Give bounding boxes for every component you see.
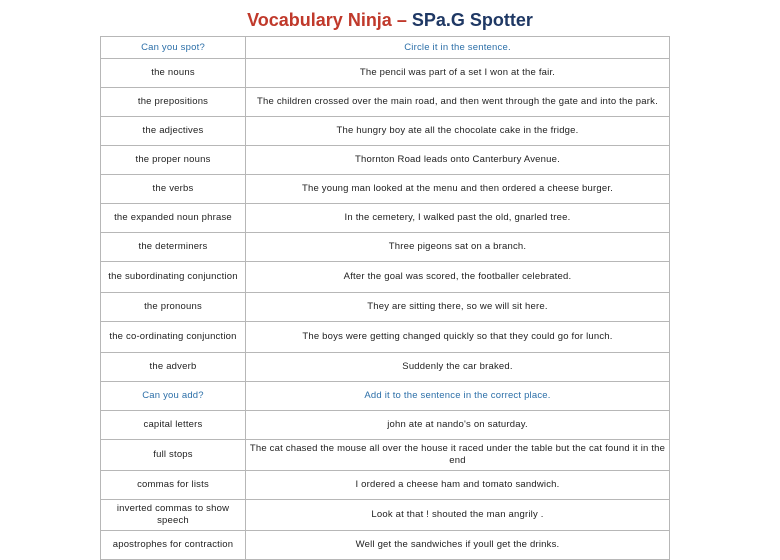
spot-sentence: Three pigeons sat on a branch. xyxy=(246,233,670,262)
add-sentence: john ate at nando's on saturday. xyxy=(246,411,670,440)
spot-sentence: The boys were getting changed quickly so that they could go for lunch. xyxy=(246,322,670,353)
add-term: full stops xyxy=(101,440,246,471)
spot-sentence: Thornton Road leads onto Canterbury Avenue. xyxy=(246,146,670,175)
spot-term: the adjectives xyxy=(101,117,246,146)
spot-term: the expanded noun phrase xyxy=(101,204,246,233)
add-header-term: Can you add? xyxy=(101,382,246,411)
spot-sentence: The children crossed over the main road, and then went through the gate and into the park. xyxy=(246,88,670,117)
table-row xyxy=(101,88,670,117)
add-term: capital letters xyxy=(101,411,246,440)
add-sentence: Well get the sandwiches if youll get the drinks. xyxy=(246,531,670,560)
spot-term: the co-ordinating conjunction xyxy=(101,322,246,353)
add-sentence: The cat chased the mouse all over the house it raced under the table but the cat found it in the end xyxy=(246,440,670,471)
table-row xyxy=(101,440,670,471)
table-row xyxy=(101,322,670,353)
add-term: commas for lists xyxy=(101,471,246,500)
spot-header-instruction: Circle it in the sentence. xyxy=(246,37,670,59)
spot-header-row xyxy=(101,37,670,59)
title-part-1: Vocabulary Ninja – xyxy=(247,10,412,30)
spot-sentence: In the cemetery, I walked past the old, gnarled tree. xyxy=(246,204,670,233)
spot-term: the verbs xyxy=(101,175,246,204)
spot-sentence: The young man looked at the menu and then ordered a cheese burger. xyxy=(246,175,670,204)
table-row xyxy=(101,262,670,293)
add-term: inverted commas to show speech xyxy=(101,500,246,531)
table-row xyxy=(101,117,670,146)
table-row xyxy=(101,233,670,262)
table-row xyxy=(101,411,670,440)
table-row xyxy=(101,59,670,88)
page-title xyxy=(0,8,780,32)
add-sentence: I ordered a cheese ham and tomato sandwich. xyxy=(246,471,670,500)
title-part-2: SPa.G Spotter xyxy=(411,10,533,30)
spot-sentence: The hungry boy ate all the chocolate cake in the fridge. xyxy=(246,117,670,146)
table-row xyxy=(101,531,670,560)
spot-sentence: They are sitting there, so we will sit here. xyxy=(246,293,670,322)
spot-sentence: Suddenly the car braked. xyxy=(246,353,670,382)
add-header-row xyxy=(101,382,670,411)
spot-term: the pronouns xyxy=(101,293,246,322)
spot-term: the prepositions xyxy=(101,88,246,117)
spag-table xyxy=(100,36,670,560)
spot-term: the proper nouns xyxy=(101,146,246,175)
spot-sentence: The pencil was part of a set I won at the fair. xyxy=(246,59,670,88)
table-row xyxy=(101,353,670,382)
spot-term: the adverb xyxy=(101,353,246,382)
table-row xyxy=(101,500,670,531)
table-row xyxy=(101,471,670,500)
spot-term: the nouns xyxy=(101,59,246,88)
add-term: apostrophes for contraction xyxy=(101,531,246,560)
spot-term: the determiners xyxy=(101,233,246,262)
spot-sentence: After the goal was scored, the footballer celebrated. xyxy=(246,262,670,293)
spot-header-term: Can you spot? xyxy=(101,37,246,59)
table-row xyxy=(101,293,670,322)
spot-term: the subordinating conjunction xyxy=(101,262,246,293)
table-row xyxy=(101,175,670,204)
add-sentence: Look at that ! shouted the man angrily . xyxy=(246,500,670,531)
add-header-instruction: Add it to the sentence in the correct place. xyxy=(246,382,670,411)
table-row xyxy=(101,146,670,175)
table-row xyxy=(101,204,670,233)
